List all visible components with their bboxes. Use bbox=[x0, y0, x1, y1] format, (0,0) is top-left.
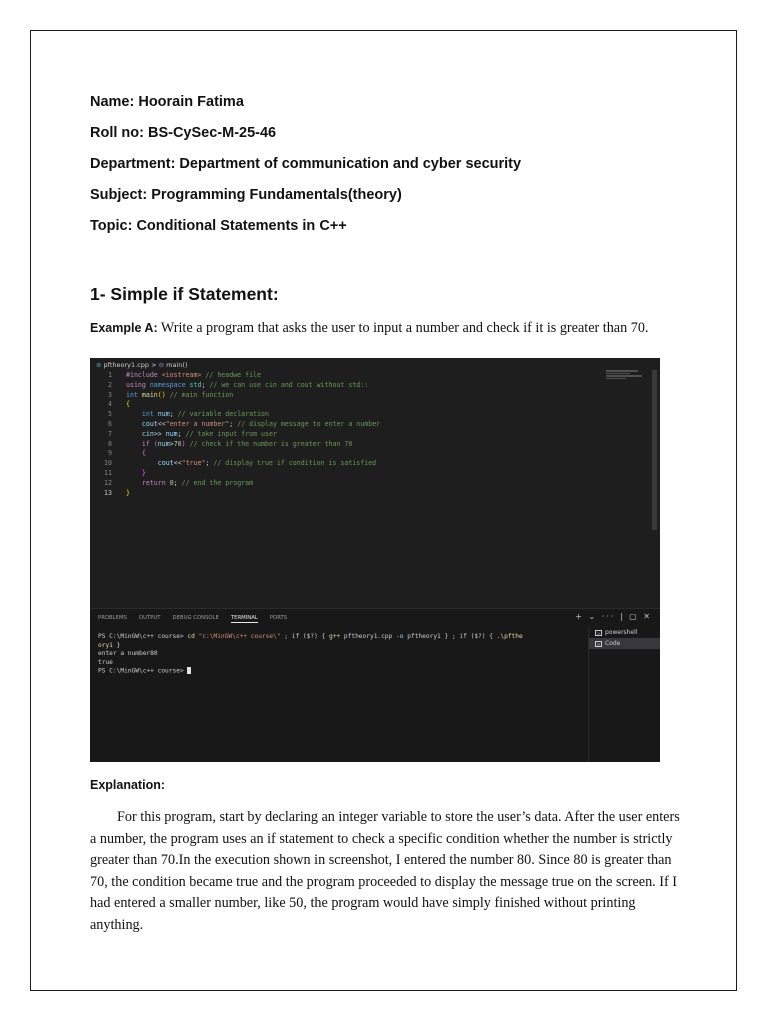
breadcrumb-file: pftheory1.cpp bbox=[103, 361, 150, 369]
editor-scrollbar bbox=[652, 370, 657, 530]
tab-debug-console[interactable]: DEBUG CONSOLE bbox=[172, 615, 219, 621]
explanation-heading: Explanation: bbox=[90, 778, 166, 792]
tab-terminal[interactable]: TERMINAL bbox=[230, 615, 258, 621]
terminal-line: enter a number80 bbox=[98, 650, 158, 658]
breadcrumb-function: main() bbox=[166, 361, 188, 369]
panel-action-icons[interactable]: + ⌄ ··· | ▢ ✕ bbox=[575, 612, 652, 621]
cpp-file-icon: ⊕ bbox=[96, 361, 102, 369]
terminal-icon: > bbox=[596, 641, 601, 647]
code-line: 1 #include <iostream> // headwe file bbox=[108, 371, 261, 379]
tab-output[interactable]: OUTPUT bbox=[138, 615, 161, 621]
code-line: 6 cout << "enter a number" ; // display message to enter a number bbox=[108, 419, 381, 428]
code-line: 4 { bbox=[108, 400, 130, 409]
terminal-cursor bbox=[187, 667, 191, 674]
tab-problems[interactable]: PROBLEMS bbox=[98, 615, 127, 621]
terminal-instance-powershell[interactable]: > powershell bbox=[596, 629, 638, 636]
example-prompt bbox=[90, 318, 680, 338]
code-editor bbox=[90, 371, 650, 498]
terminal-icon: > bbox=[596, 630, 601, 636]
code-line: 10 cout << "true" ; // display true if condition is satisfied bbox=[104, 459, 377, 468]
section-heading: 1- Simple if Statement: bbox=[90, 284, 279, 304]
code-line: 8 if ( num > 70 ) // check if the number is greater than 70 bbox=[108, 439, 353, 448]
terminal-line: ory1 } bbox=[98, 641, 121, 649]
code-line: 11 } bbox=[104, 468, 146, 477]
editor-breadcrumb bbox=[96, 361, 187, 369]
breadcrumb-separator: > bbox=[151, 361, 157, 369]
code-line: 2 using namespace std ; // we can use cin and cout without std:: bbox=[108, 380, 369, 389]
terminal-output[interactable] bbox=[98, 633, 588, 676]
example-label: Example A: bbox=[90, 321, 158, 335]
terminal-line: PS C:\MinGW\c++ course> cd "c:\MinGW\c++ course\" ; if ($?) { g++ pftheory1.cpp -o pftheory1 } ; if ($?) { .\pfthe bbox=[98, 633, 523, 640]
code-line: 3 int main () // main function bbox=[108, 390, 234, 399]
example-text: Write a program that asks the user to input a number and check if it is greater than 70. bbox=[157, 320, 649, 336]
code-line: 5 int num ; // variable declaration bbox=[108, 410, 269, 419]
terminal-line: true bbox=[98, 658, 113, 666]
code-screenshot bbox=[90, 358, 660, 762]
topic: Topic: Conditional Statements in C++ bbox=[90, 218, 347, 234]
terminal-line: PS C:\MinGW\c++ course> bbox=[98, 667, 588, 676]
student-name: Name: Hoorain Fatima bbox=[90, 94, 244, 110]
tab-ports[interactable]: PORTS bbox=[269, 615, 288, 621]
code-line: 7 cin >> num ; // take input from user bbox=[108, 429, 277, 438]
code-line: 12 return 0 ; // end the program bbox=[104, 478, 254, 487]
terminal-instance-list bbox=[588, 627, 660, 762]
department: Department: Department of communication and cyber security bbox=[90, 156, 522, 172]
terminal-instance-code[interactable]: > Code bbox=[589, 638, 660, 649]
panel-tabs bbox=[98, 615, 287, 623]
bottom-panel bbox=[90, 608, 660, 762]
code-line: 9 { bbox=[108, 449, 146, 458]
code-line: 13 } bbox=[104, 488, 130, 497]
roll-number: Roll no: BS-CySec-M-25-46 bbox=[90, 125, 277, 141]
function-icon: ⊖ bbox=[158, 361, 165, 369]
subject: Subject: Programming Fundamentals(theory) bbox=[90, 187, 402, 203]
explanation-body: For this program, start by declaring an integer variable to store the user’s data. After the user enters a number, the program uses an if statement to check a specific condition whether the number is strictly greater than 70.In the execution shown in screenshot, I entered the number 80. Since 80 is greater than 70, the condition became true and the program proceeded to display the message true on the screen. If I had entered a smaller number, like 50, the program would have simply finished without printing anything. bbox=[90, 809, 680, 933]
